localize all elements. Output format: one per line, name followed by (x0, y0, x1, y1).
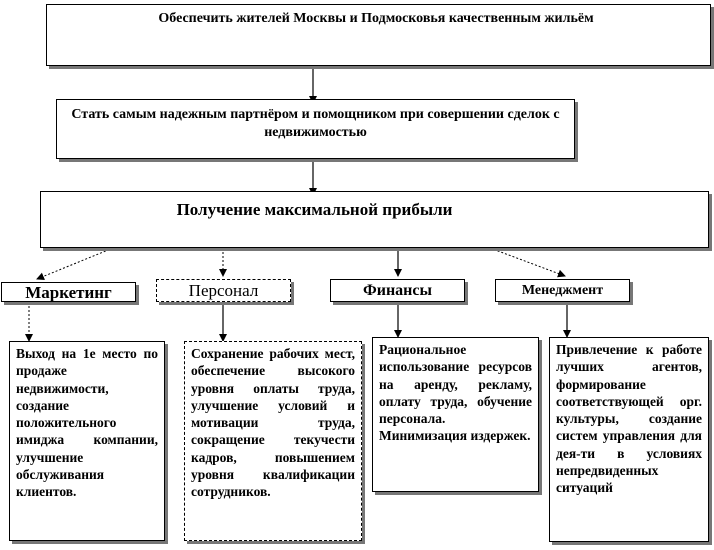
detail-marketing (9, 341, 165, 541)
category-management (495, 279, 630, 302)
vision-text: Стать самым надежным партнёром и помощником при совершении сделок с недвижимостью (71, 107, 560, 140)
detail-text: Выход на 1е место по продаже недвижимости, создание положительного имиджа компании, улучшение обслуживания клиентов. (16, 346, 158, 500)
detail-text: Привлечение к работе лучших агентов, формирование соответствующей орг. культуры, создание систем управления для дея-ти в условиях непредвиденных ситуаций (556, 342, 702, 496)
goal-text: Получение максимальной прибыли (176, 200, 453, 219)
detail-text: Сохранение рабочих мест, обеспечение высокого уровня оплаты труда, улучшение условий и мотивации труда, сокращение текучести кадров, повышением уровня квалификации сотрудников. (191, 346, 355, 500)
category-label: Маркетинг (25, 283, 112, 302)
category-finance (330, 279, 465, 302)
mission-box (46, 4, 711, 66)
detail-management (549, 337, 709, 542)
detail-text: Рациональное использование ресурсов на аренду, рекламу, оплату труда, обучение персонала. Минимизация издержек. (379, 342, 532, 444)
category-marketing (1, 282, 136, 302)
arrow-goal-marketing (37, 248, 113, 279)
category-label: Менеджмент (521, 283, 604, 298)
detail-finance (372, 337, 539, 492)
detail-personnel (184, 341, 362, 541)
category-personnel (156, 279, 291, 302)
vision-box (56, 99, 575, 159)
arrow-goal-management (490, 248, 565, 276)
category-label: Персонал (188, 281, 259, 300)
goal-box (40, 191, 709, 248)
category-label: Финансы (363, 282, 432, 299)
mission-text: Обеспечить жителей Москвы и Подмосковья качественным жильём (158, 11, 594, 26)
